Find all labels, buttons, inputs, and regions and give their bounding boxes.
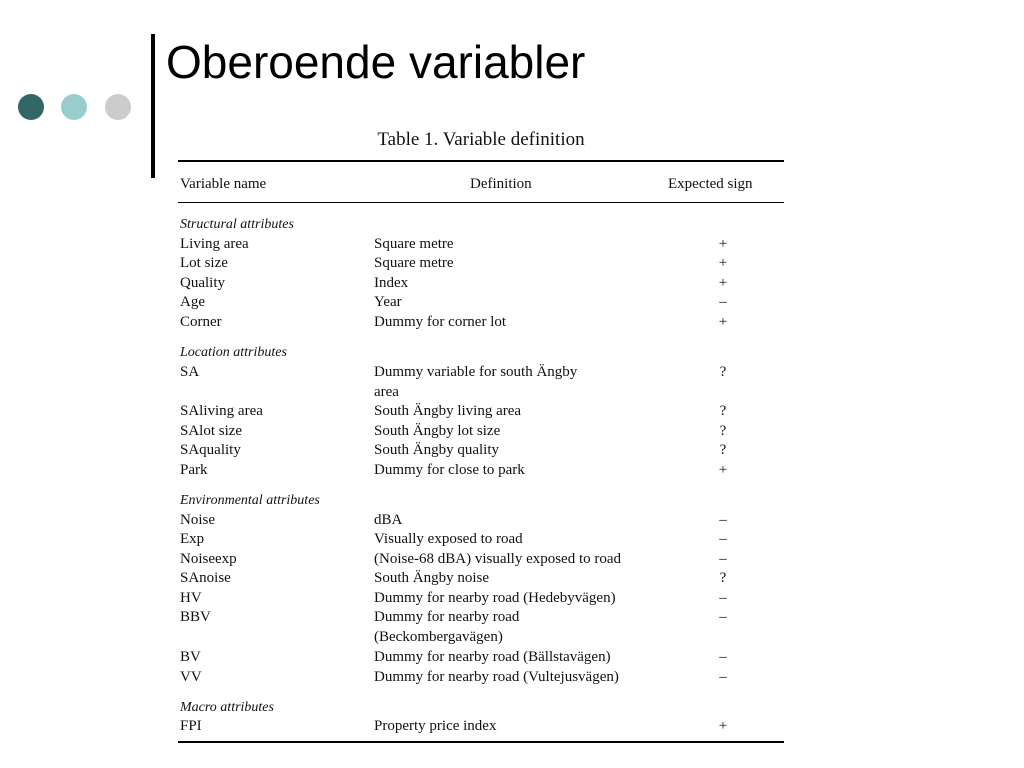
row-sign: ? — [719, 442, 727, 458]
row-name: SA — [180, 364, 200, 380]
row-definition: Property price index — [374, 718, 497, 734]
dot-teal — [61, 94, 87, 120]
header-variable-name: Variable name — [180, 176, 267, 192]
table-body — [178, 203, 784, 741]
row-name: FPI — [180, 718, 202, 734]
row-sign: ? — [719, 403, 727, 419]
row-sign: + — [718, 255, 728, 271]
row-sign: + — [718, 314, 728, 330]
row-name: Corner — [180, 314, 222, 330]
row-definition: South Ängby lot size — [374, 423, 501, 439]
row-definition: Visually exposed to road — [374, 531, 523, 547]
row-name: Park — [180, 462, 208, 478]
row-definition: Square metre — [374, 236, 454, 252]
row-definition: Index — [374, 275, 409, 291]
row-name: SAnoise — [180, 570, 231, 586]
row-name: SAquality — [180, 442, 241, 458]
section-title: Structural attributes — [180, 217, 294, 232]
row-name: SAlot size — [180, 423, 243, 439]
row-name: SAliving area — [180, 403, 263, 419]
row-sign: ? — [719, 423, 727, 439]
row-sign: – — [719, 649, 727, 665]
section-title: Environmental attributes — [180, 493, 320, 508]
row-sign: + — [718, 718, 728, 734]
row-definition: South Ängby quality — [374, 442, 500, 458]
row-sign: – — [719, 609, 727, 625]
row-name: BV — [180, 649, 201, 665]
row-definition: Dummy for close to park — [374, 462, 525, 478]
row-sign: + — [718, 275, 728, 291]
row-sign: ? — [719, 364, 727, 380]
row-sign: – — [719, 590, 727, 606]
row-definition: Square metre — [374, 255, 454, 271]
page-title: Oberoende variabler — [166, 36, 586, 88]
table-bottom-rule — [178, 741, 784, 743]
row-definition: South Ängby living area — [374, 403, 522, 419]
row-definition: Dummy for corner lot — [374, 314, 507, 330]
row-sign: – — [719, 512, 727, 528]
row-sign: – — [719, 551, 727, 567]
row-sign: – — [719, 294, 727, 310]
row-name: Noiseexp — [180, 551, 237, 567]
section-title: Macro attributes — [180, 700, 274, 715]
dot-dark — [18, 94, 44, 120]
row-name: Living area — [180, 236, 249, 252]
row-definition: Dummy for nearby road (Vultejusvägen) — [374, 669, 619, 685]
row-sign: – — [719, 669, 727, 685]
row-name: Noise — [180, 512, 215, 528]
dot-gray — [105, 94, 131, 120]
row-name: Lot size — [180, 255, 228, 271]
header-definition: Definition — [470, 176, 532, 192]
row-definition: Year — [374, 294, 402, 310]
row-sign: ? — [719, 570, 727, 586]
row-sign: + — [718, 462, 728, 478]
variable-table — [178, 160, 784, 743]
table-caption: Table 1. Variable definition — [377, 129, 585, 150]
row-name: Quality — [180, 275, 225, 291]
row-definition: Dummy for nearby road (Bällstavägen) — [374, 649, 611, 665]
row-definition: South Ängby noise — [374, 570, 490, 586]
row-name: BBV — [180, 609, 211, 625]
header-expected-sign: Expected sign — [668, 176, 753, 192]
row-sign: – — [719, 531, 727, 547]
row-sign: + — [718, 236, 728, 252]
row-definition: dBA — [374, 512, 403, 528]
row-definition-continued: (Beckombergavägen) — [374, 629, 503, 645]
row-name: VV — [180, 669, 202, 685]
row-definition: Dummy for nearby road — [374, 609, 520, 625]
table-header — [178, 162, 784, 202]
row-name: Exp — [180, 531, 205, 547]
row-definition: (Noise-68 dBA) visually exposed to road — [374, 551, 622, 567]
row-name: HV — [180, 590, 202, 606]
row-name: Age — [180, 294, 205, 310]
row-definition-continued: area — [374, 384, 399, 400]
section-title: Location attributes — [180, 345, 287, 360]
title-divider — [151, 34, 155, 178]
row-definition: Dummy for nearby road (Hedebyvägen) — [374, 590, 616, 606]
row-definition: Dummy variable for south Ängby — [374, 364, 578, 380]
